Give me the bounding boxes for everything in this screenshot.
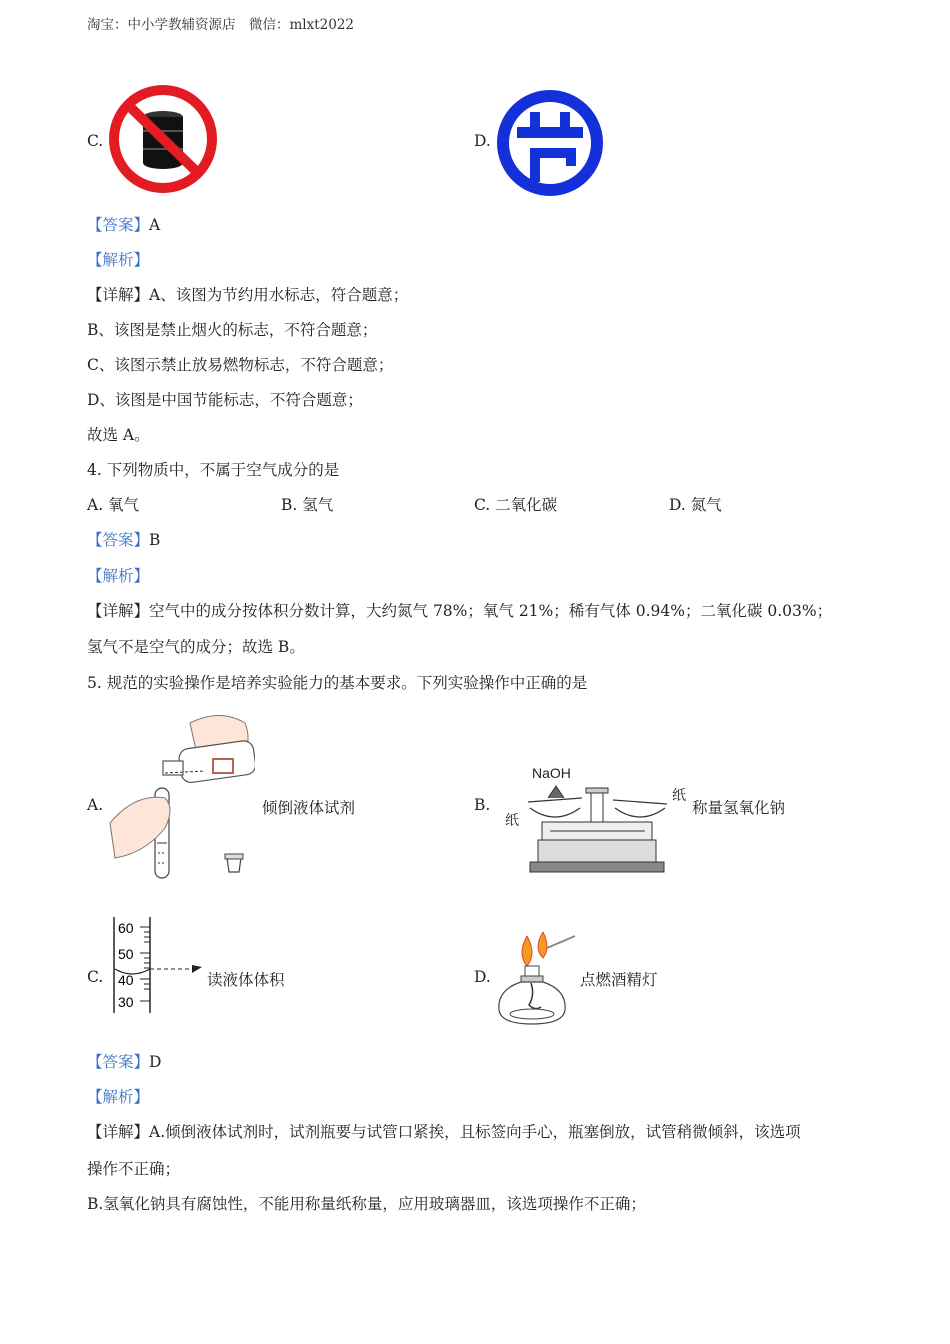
q5-option-c-label: C. bbox=[87, 968, 104, 986]
q5-option-a-caption: 倾倒液体试剂 bbox=[262, 799, 356, 817]
q5-answer: 【答案】D bbox=[87, 1053, 162, 1071]
tick-50: 50 bbox=[118, 946, 134, 962]
paper-label-left: 纸 bbox=[505, 813, 519, 829]
china-energy-saving-logo-image bbox=[497, 90, 603, 196]
q4-analysis-tag: 【解析】 bbox=[87, 567, 150, 585]
q5-option-d-caption: 点燃酒精灯 bbox=[580, 971, 658, 989]
eye-icon bbox=[192, 965, 202, 973]
page-header: 淘宝：中小学教辅资源店 微信：mlxt2022 bbox=[87, 17, 355, 33]
q4-detail-2: 氢气不是空气的成分；故选 B。 bbox=[87, 638, 305, 656]
q5-option-b-caption: 称量氢氧化钠 bbox=[692, 799, 786, 817]
q4-option-d: D. 氮气 bbox=[669, 496, 722, 514]
q4-detail-1: 【详解】空气中的成分按体积分数计算，大约氮气 78%；氧气 21%；稀有气体 0.94%；二氧化碳 0.03%； bbox=[87, 602, 833, 620]
q5-detail-2: 操作不正确； bbox=[87, 1160, 181, 1178]
no-flammables-sign-image bbox=[106, 83, 220, 195]
naoh-label: NaOH bbox=[532, 765, 571, 781]
q5-option-d-label: D. bbox=[474, 968, 491, 986]
q5-analysis-tag: 【解析】 bbox=[87, 1088, 150, 1106]
paper-label-right: 纸 bbox=[672, 788, 686, 804]
q5-option-b-label: B. bbox=[474, 796, 491, 814]
q4-option-c: C. 二氧化碳 bbox=[474, 496, 558, 514]
pouring-liquid-illustration bbox=[105, 703, 255, 883]
graduated-cylinder-illustration bbox=[110, 913, 210, 1018]
q3-detail-4: D、该图是中国节能标志，不符合题意； bbox=[87, 391, 363, 409]
q3-detail-5: 故选 A。 bbox=[87, 426, 150, 444]
tick-30: 30 bbox=[118, 994, 134, 1010]
q4-answer: 【答案】B bbox=[87, 531, 161, 549]
q3-answer: 【答案】A bbox=[87, 216, 161, 234]
q5-detail-3: B.氢氧化钠具有腐蚀性，不能用称量纸称量，应用玻璃器皿，该选项操作不正确； bbox=[87, 1195, 646, 1213]
q3-option-c-label: C. bbox=[87, 132, 104, 150]
q3-option-d-label: D. bbox=[474, 132, 491, 150]
q3-detail-1: 【详解】A、该图为节约用水标志，符合题意； bbox=[87, 286, 409, 304]
alcohol-lamp-illustration bbox=[495, 928, 580, 1028]
balance-weighing-illustration bbox=[500, 760, 692, 880]
q4-option-b: B. 氢气 bbox=[281, 496, 334, 514]
q5-stem: 5. 规范的实验操作是培养实验能力的基本要求。下列实验操作中正确的是 bbox=[87, 674, 588, 692]
q3-detail-2: B、该图是禁止烟火的标志，不符合题意； bbox=[87, 321, 378, 339]
q5-option-c-caption: 读液体体积 bbox=[207, 971, 285, 989]
q4-option-a: A. 氧气 bbox=[87, 496, 140, 514]
q5-detail-1: 【详解】A.倾倒液体试剂时，试剂瓶要与试管口紧挨，且标签向手心，瓶塞倒放，试管稍微倾斜，该选项 bbox=[87, 1123, 801, 1141]
q3-detail-3: C、该图示禁止放易燃物标志，不符合题意； bbox=[87, 356, 394, 374]
tick-40: 40 bbox=[118, 972, 134, 988]
q4-stem: 4. 下列物质中，不属于空气成分的是 bbox=[87, 461, 340, 479]
q3-analysis-tag: 【解析】 bbox=[87, 251, 150, 269]
tick-60: 60 bbox=[118, 920, 134, 936]
q5-option-a-label: A. bbox=[87, 796, 104, 814]
